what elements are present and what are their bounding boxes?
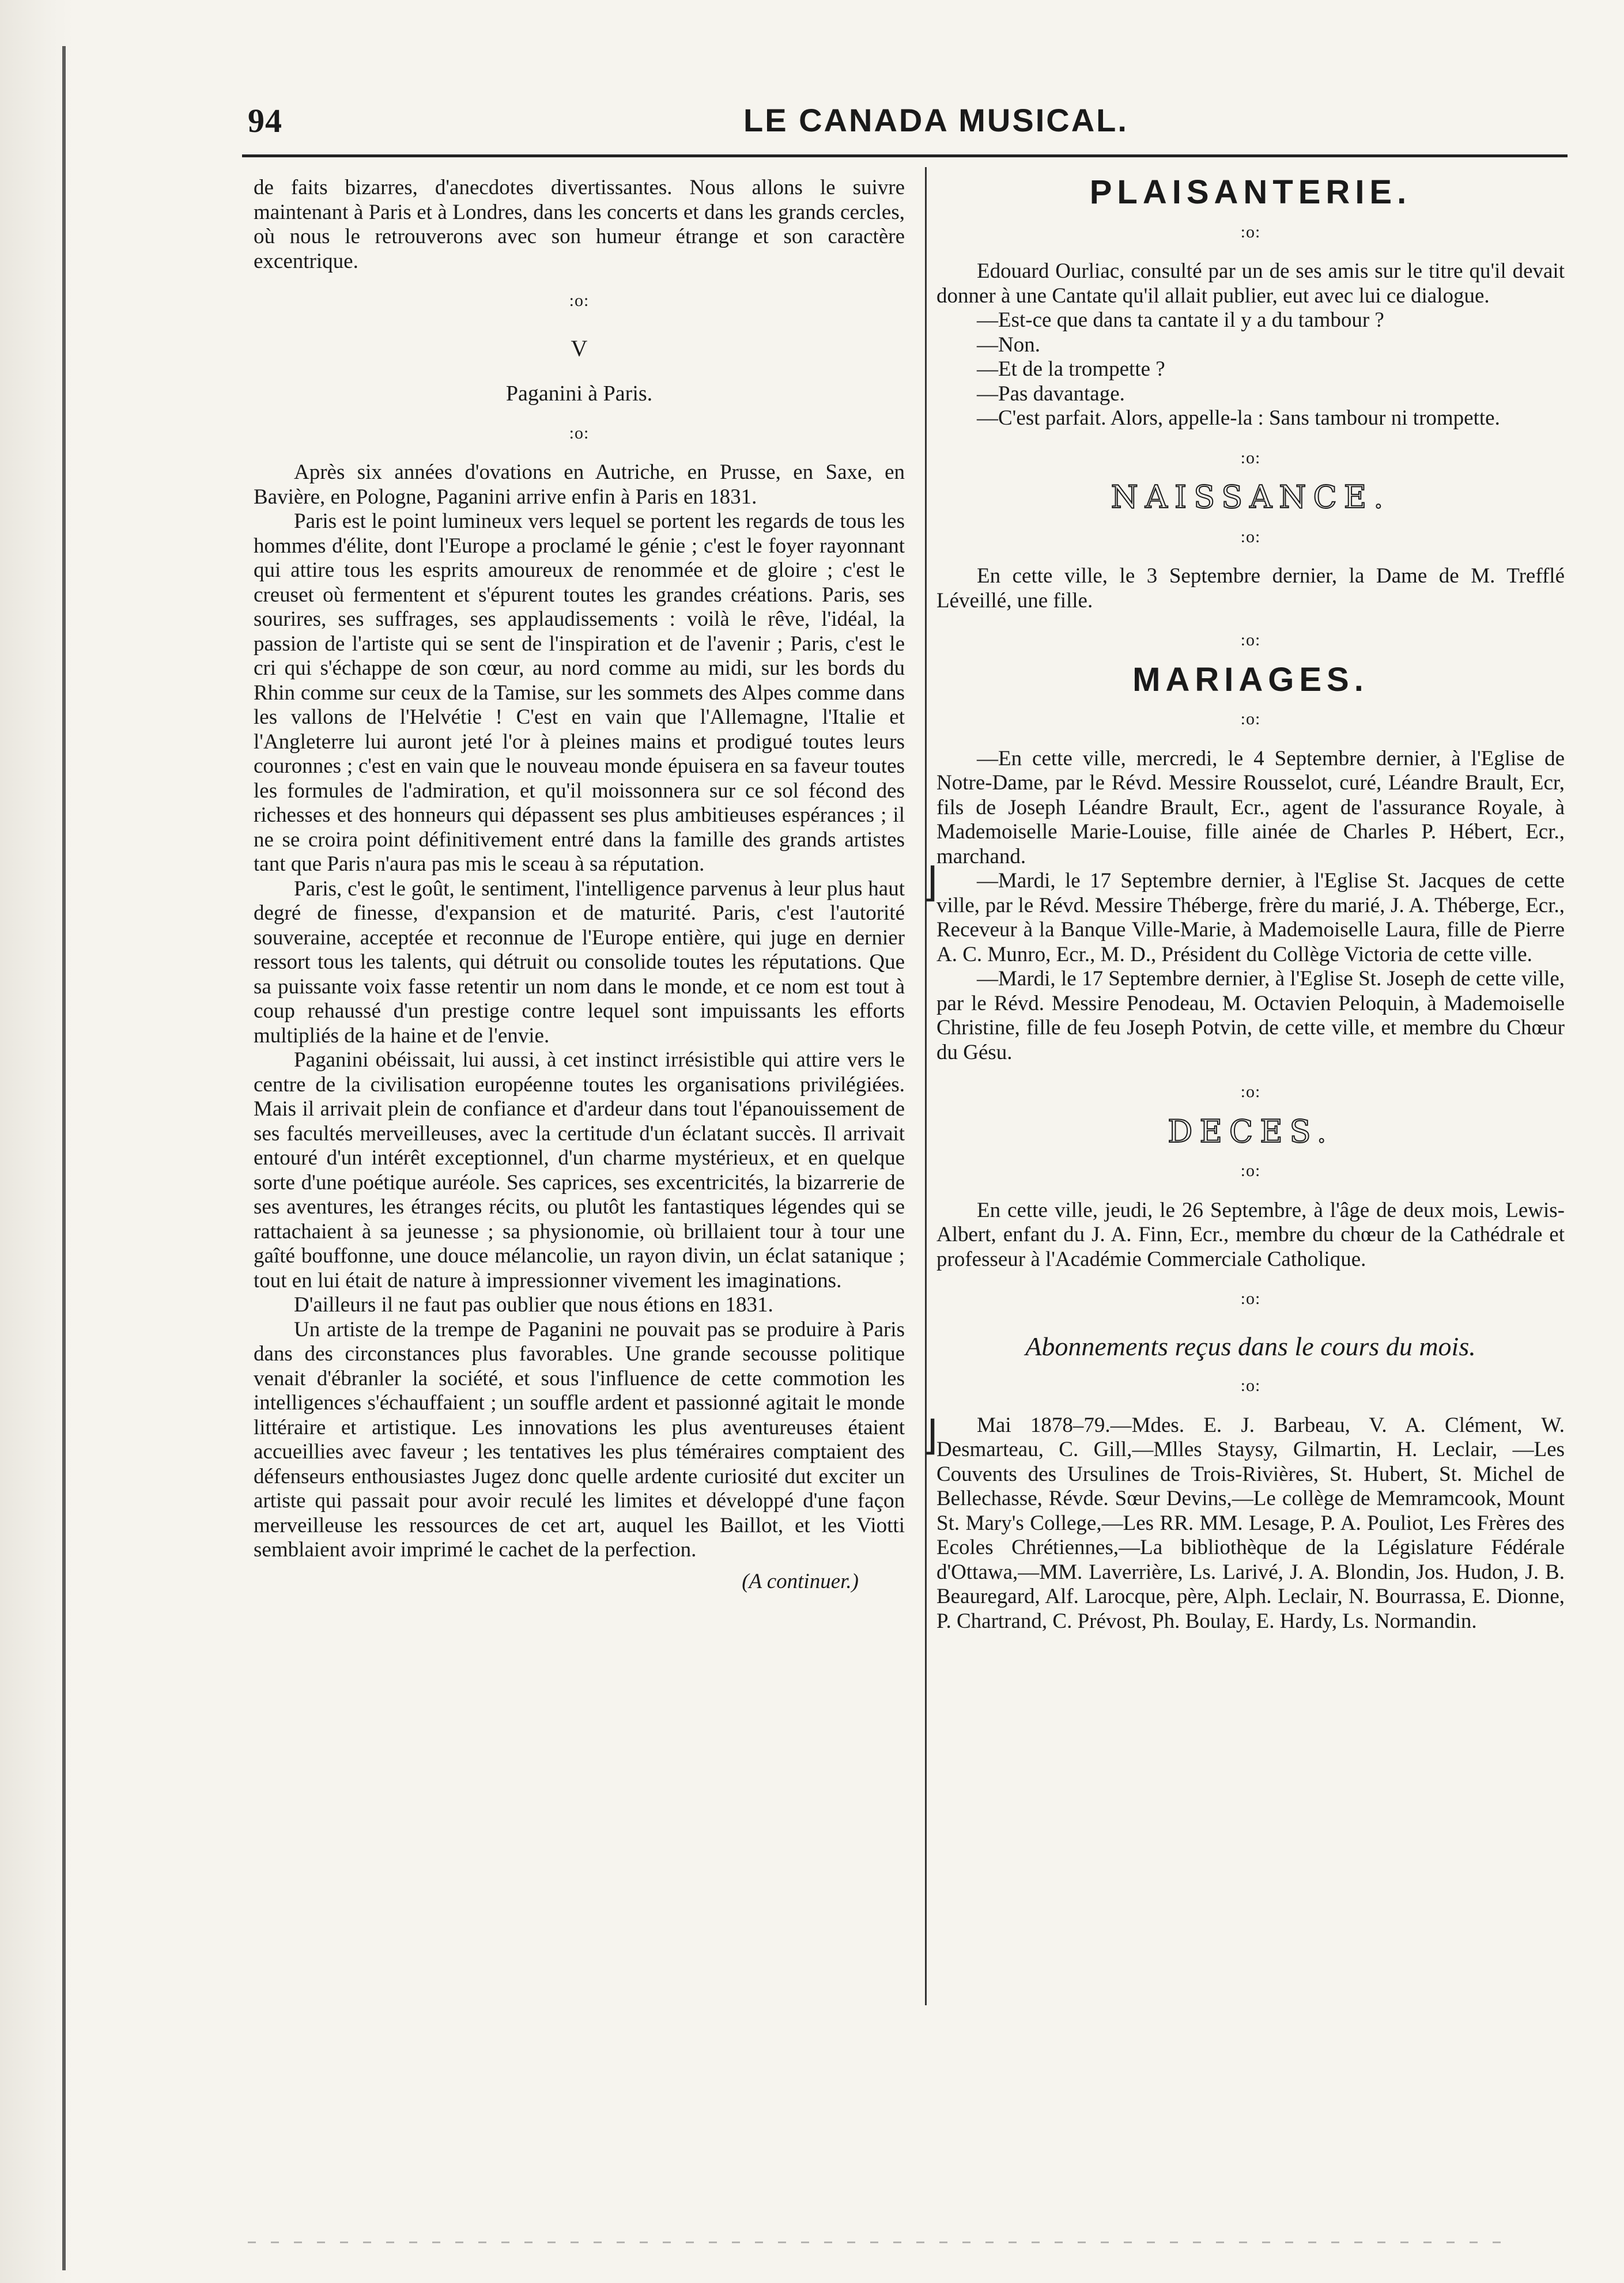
dialogue	[936, 308, 1565, 431]
article-paragraph: Paganini obéissait, lui aussi, à cet instinct irrésistible qui attire vers le centre de la civilisation européenne toutes les organisations privilégiées. Mais il arrivait plein de confiance et d'ardeur dans tout l'épanouissement de ses facultés merveilleuses, avec la certitude d'un éclatant succès. Il arrivait entouré d'un intérêt exceptionnel, d'un charme mystérieux, et en quelque sorte d'une poétique auréole. Ses caprices, ses excentricités, la bizarrerie de ses aventures, les étranges récits, ou plutôt les fantastiques légendes qui se rattachaient à sa jeunesse ; sa physionomie, où brillaient tour à tour une gaîté bouffonne, une douce mélancolie, un rayon divin, un éclat satanique ; tout en lui était de nature à impressionner vivement les imaginations.	[254, 1048, 905, 1292]
intro-paragraph: de faits bizarres, d'anecdotes divertissantes. Nous allons le suivre maintenant à Paris et à Londres, dans les concerts et dans les grands cercles, où nous le retrouverons avec son humeur étrange et son caractère excentrique.	[254, 176, 905, 273]
article-paragraph: Paris est le point lumineux vers lequel se portent les regards de tous les hommes d'élite, dont l'Europe a proclamé le génie ; c'est le foyer rayonnant qui attire tous les esprits amoureux de renommée et de gloire ; c'est le creuset où fermentent et s'épurent toutes les grandes créations. Paris, ses sourires, ses suffrages, ses applaudissements : voilà le rêve, l'idéal, la passion de l'artiste qui se sent de l'inspiration et de l'avenir ; Paris, c'est le cri qui s'échappe de son cœur, au nord comme au midi, sur les bords du Rhin comme sur ceux de la Tamise, sur les sommets des Alpes comme dans les vallons de l'Helvétie ! C'est en vain que l'Allemagne, l'Italie et l'Angleterre lui auront jeté l'or à pleines mains et prodigué toutes leurs couronnes ; c'est en vain que le nouveau monde épuisera en sa faveur toutes les formules de l'admiration, et qu'il moissonnera sur ce sol fécond des richesses et des honneurs qui dépassent ses plus ambitieuses espérances ; il ne se croira point définitivement entré dans la famille des grands artistes tant que Paris n'aura pas mis le sceau à sa réputation.	[254, 509, 905, 876]
mariage-entry: —Mardi, le 17 Septembre dernier, à l'Eglise St. Joseph de cette ville, par le Révd. Messire Penodeau, M. Octavien Peloquin, à Mademoiselle Christine, fille de feu Joseph Potvin, de cette ville, et membre du Chœur du Gésu.	[936, 967, 1565, 1064]
dialogue-line: —Est-ce que dans ta cantate il y a du tambour ?	[977, 308, 1384, 332]
header-rule	[242, 154, 1568, 157]
dialogue-line: —C'est parfait. Alors, appelle-la : Sans tambour ni trompette.	[977, 406, 1500, 430]
naissance-heading: NAISSANCE.	[1111, 479, 1391, 515]
dialogue-line: —Non.	[977, 332, 1040, 357]
section-divider: :o:	[1240, 222, 1261, 241]
section-divider: :o:	[1240, 1161, 1261, 1180]
handwritten-bracket-mark: ⌋	[922, 1412, 938, 1459]
section-divider: :o:	[569, 291, 590, 310]
left-column	[254, 176, 905, 1594]
section-divider: :o:	[1240, 527, 1261, 546]
naissance-text: En cette ville, le 3 Septembre dernier, la Dame de M. Trefflé Léveillé, une fille.	[936, 564, 1565, 613]
section-title: Paganini à Paris.	[505, 381, 653, 406]
handwritten-bracket-mark: ⌋	[922, 859, 938, 906]
section-divider: :o:	[1240, 630, 1261, 649]
dialogue-line: —Pas davantage.	[977, 381, 1125, 406]
mariages-heading: MARIAGES.	[1132, 660, 1369, 698]
deces-heading: DECES.	[1168, 1113, 1334, 1150]
right-column	[936, 173, 1565, 1634]
deces-text: En cette ville, jeudi, le 26 Septembre, à l'âge de deux mois, Lewis-Albert, enfant du J. A. Finn, Ecr., membre du chœur de la Cathédrale et professeur à l'Académie Commerciale Catholique.	[936, 1198, 1565, 1271]
to-be-continued: (A continuer.)	[742, 1569, 859, 1593]
page-number: 94	[248, 102, 282, 139]
mariage-entry: —En cette ville, mercredi, le 4 Septembre dernier, à l'Eglise de Notre-Dame, par le Révd. Messire Rousselot, curé, Léandre Brault, Ecr, fils de Joseph Léandre Brault, Ecr., agent de l'assurance Royale, à Mademoiselle Marie-Louise, fille ainée de Charles P. Hébert, Ecr., marchand.	[936, 746, 1565, 868]
journal-title: LE CANADA MUSICAL.	[743, 102, 1128, 138]
mariage-entry: —Mardi, le 17 Septembre dernier, à l'Eglise St. Jacques de cette ville, par le Révd. Messire Théberge, frère du marié, J. A. Théberge, Ecr., Receveur à la Banque Ville-Marie, à Mademoiselle Laura, fille de Pierre A. C. Munro, Ecr., M. D., Président du Collège Victoria de cette ville.	[936, 869, 1565, 966]
section-divider: :o:	[1240, 448, 1261, 467]
section-divider: :o:	[1240, 1082, 1261, 1101]
article-paragraph: Un artiste de la trempe de Paganini ne pouvait pas se produire à Paris dans des circonstances plus favorables. Une grande secousse politique venait d'ébranler la société, et sous l'influence de cette commotion les intelligences s'échauffaient ; un souffle ardent et passionné agitait le monde littéraire et artistique. Les innovations les plus aventureuses étaient accueillies avec faveur ; les tentatives les plus téméraires comptaient des défenseurs enthousiastes Jugez donc quelle ardente curiosité dut exciter un artiste qui passait pour avoir reculé les limites et développé d'une façon merveilleuse les ressources de cet art, auquel les Baillot, et les Viotti semblaient avoir imprimé le cachet de la perfection.	[254, 1317, 905, 1562]
section-divider: :o:	[1240, 709, 1261, 728]
section-number: V	[571, 335, 588, 361]
section-divider: :o:	[1240, 1376, 1261, 1395]
scan-noise	[248, 2242, 1516, 2243]
column-divider	[925, 167, 927, 2005]
binding-rule	[62, 46, 66, 2270]
article-paragraph: Après six années d'ovations en Autriche, en Prusse, en Saxe, en Bavière, en Pologne, Paganini arrive enfin à Paris en 1831.	[254, 460, 905, 509]
article-paragraph: D'ailleurs il ne faut pas oublier que nous étions en 1831.	[294, 1293, 773, 1317]
section-divider: :o:	[569, 423, 590, 443]
plaisanterie-heading: PLAISANTERIE.	[1089, 173, 1412, 211]
plaisanterie-intro: Edouard Ourliac, consulté par un de ses amis sur le titre qu'il devait donner à une Cantate qu'il allait publier, eut avec lui ce dialogue.	[936, 259, 1565, 308]
abonnements-heading: Abonnements reçus dans le cours du mois.	[1025, 1331, 1476, 1361]
section-divider: :o:	[1240, 1289, 1261, 1308]
dialogue-line: —Et de la trompette ?	[977, 357, 1165, 381]
article-paragraph: Paris, c'est le goût, le sentiment, l'intelligence parvenus à leur plus haut degré de finesse, d'expansion et de maturité. Paris, c'est l'autorité souveraine, acceptée et reconnue de l'Europe entière, qui juge en dernier ressort tous les talents, qui détruit ou consolide toutes les réputations. Que sa puissante voix fasse retentir un nom dans le monde, et ce nom est tout à coup rehaussé d'un prestige contre lequel sont impuissants les efforts multipliés de la haine et de l'envie.	[254, 876, 905, 1048]
abonnements-text: Mai 1878–79.—Mdes. E. J. Barbeau, V. A. Clément, W. Desmarteau, C. Gill,—Mlles Staysy, Gilmartin, H. Leclair, —Les Couvents des Ursulines de Trois-Rivières, St. Hubert, St. Michel de Bellechasse, Révde. Sœur Devins,—Le collège de Memramcook, Mount St. Mary's College,—Les RR. MM. Lesage, P. A. Pouliot, Les Frères des Ecoles Chrétiennes,—La bibliothèque de la Législature Fédérale d'Ottawa,—MM. Laverrière, Ls. Larivé, J. A. Blondin, Jos. Hudon, J. B. Beauregard, Alf. Larocque, père, Alph. Leclair, N. Bourrassa, E. Dionne, P. Chartrand, C. Prévost, Ph. Boulay, E. Hardy, Ls. Normandin.	[936, 1413, 1565, 1633]
